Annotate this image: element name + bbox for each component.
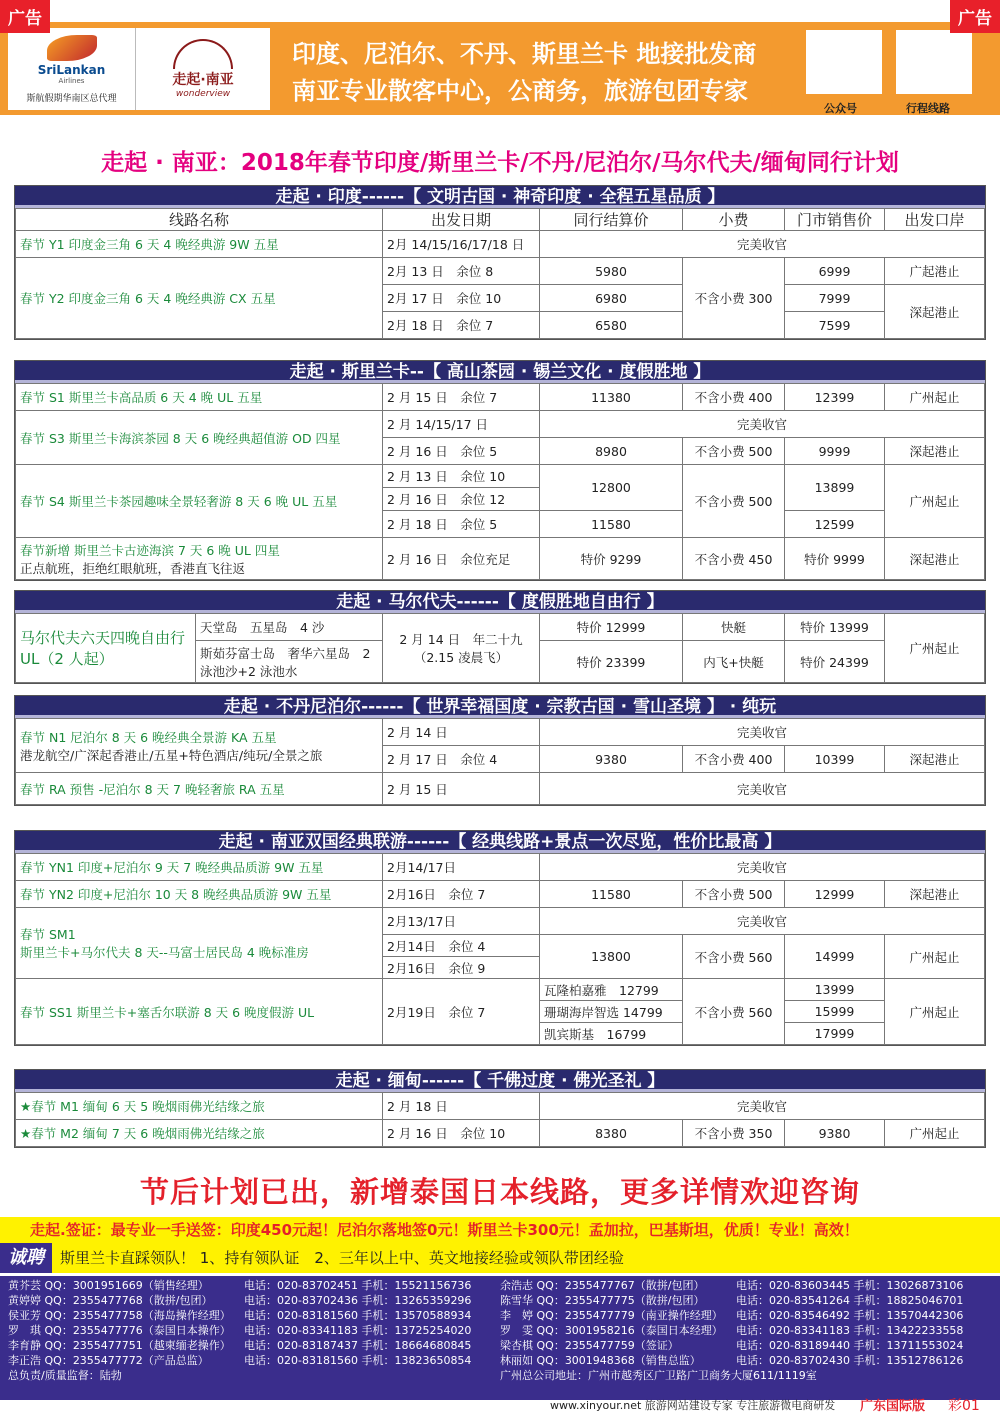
contact-supervisor: 总负责/质量监督：陆勃 [8,1369,122,1382]
table-row [16,614,985,641]
retail-cell: 12999 [785,881,885,908]
contact-phone: 电话：020-83546492 手机：13570442306 [736,1309,964,1322]
date-cell: 2 月 13 日 余位 10 [383,465,540,488]
table-row [16,1120,985,1147]
status-cell: 完美收官 [540,773,985,805]
route-note: 正点航班，拒绝红眼航班，香港直飞往返 [20,560,246,576]
contact-qq: 黄芥芸 QQ：3001951669（销售经理） [8,1279,209,1292]
maldives-table [15,613,985,683]
srilankan-bird-icon [47,35,97,61]
section-india [14,185,986,340]
myanmar-table [15,1092,985,1147]
route-name[interactable]: 春节 S4 斯里兰卡茶园趣味全景轻奢游 8 天 6 晚 UL 五星 [16,465,383,538]
route-name[interactable]: 春节 Y2 印度金三角 6 天 4 晚经典游 CX 五星 [16,258,383,339]
tip-cell: 不含小费 500 [683,465,785,538]
contact-phone: 电话：020-83603445 手机：13026873106 [736,1279,964,1292]
srilankan-caption: 斯航假期华南区总代理 [26,93,117,104]
section-maldives [14,590,986,684]
srilanka-table [15,383,985,580]
ad-tag-left: 广告 [0,0,50,33]
port-cell: 广起港止 [885,258,985,285]
island-cell: 斯茹芬富士岛 奢华六星岛 2 泳池沙+2 泳池水 [196,641,383,683]
route-name: 春节新增 斯里兰卡古迹海滨 7 天 6 晚 UL 四星 [20,542,280,558]
qr2-label: 行程线路 [906,102,950,115]
footer [0,1397,1000,1415]
contact-phone: 电话：020-83702451 手机：15521156736 [244,1279,472,1292]
price-cell: 12800 [540,465,683,511]
tip-cell: 不含小费 400 [683,384,785,411]
section-dual [14,830,986,1046]
route-name[interactable]: 春节 YN1 印度+尼泊尔 9 天 7 晚经典品质游 9W 五星 [16,854,383,881]
price-cell: 特价 12999 [540,614,683,641]
header-cell: 出发日期 [383,209,540,231]
price-cell: 特价 23399 [540,641,683,683]
recruit-banner [0,1243,1000,1273]
port-cell: 广州起止 [885,465,985,538]
header-cell: 小费 [683,209,785,231]
zouqi-logo [136,28,270,110]
price-cell: 13800 [540,935,683,979]
retail-cell: 10399 [785,746,885,773]
price-cell: 11380 [540,384,683,411]
hotel-cell: 瓦隆柏嘉雅 12799 [540,979,683,1001]
table-row [16,1093,985,1120]
contact-qq: 陈雪华 QQ：2355477775（散拼/包团） [500,1294,705,1307]
table-row [16,538,985,580]
contact-qq: 林丽如 QQ：3001948368（销售总监） [500,1354,701,1367]
table-row [16,465,985,488]
route-name[interactable]: ★春节 M2 缅甸 7 天 6 晚烟雨佛光结缘之旅 [16,1120,383,1147]
contact-qq: 罗 雯 QQ：3001958216（泰国日本经理） [500,1324,723,1337]
tip-cell: 不含小费 450 [683,538,785,580]
price-cell: 6980 [540,285,683,312]
contact-row [8,1293,992,1308]
route-name: 春节 SM1 [20,927,76,942]
section-bar: 走起 · 不丹尼泊尔------【 世界幸福国度 · 宗教古国 · 雪山圣境 】 · 纯玩 [15,696,985,718]
tip-cell: 不含小费 500 [683,881,785,908]
contact-phone: 电话：020-83541264 手机：18825046701 [736,1294,964,1307]
nepal-table [15,718,985,805]
contact-phone: 电话：020-83181560 手机：13570588934 [244,1309,472,1322]
logo-box [8,28,270,110]
footer-edition: 广东国际版 [860,1399,926,1414]
date-cell: 2月14/17日 [383,854,540,881]
price-cell: 8980 [540,438,683,465]
srilankan-name: SriLankan [37,62,106,77]
table-row [16,881,985,908]
hotel-cell: 凯宾斯基 16799 [540,1023,683,1045]
transfer-cell: 快艇 [683,614,785,641]
ad-tag-right: 广告 [950,0,1000,33]
contact-qq: 李 婷 QQ：2355477779（南亚操作经理） [500,1309,723,1322]
date-cell: 2月 17 日 余位 10 [383,285,540,312]
header-cell: 出发口岸 [885,209,985,231]
date-cell: 2 月 16 日 余位 12 [383,488,540,511]
hotel-cell: 珊瑚海岸智选 14799 [540,1001,683,1023]
tip-cell: 不含小费 560 [683,935,785,979]
recruit-tag: 诚聘 [0,1243,52,1273]
contact-row [8,1353,992,1368]
route-name[interactable]: 春节 RA 预售 -尼泊尔 8 天 7 晚轻奢旅 RA 五星 [16,773,383,805]
status-cell: 完美收官 [540,908,985,935]
retail-cell: 特价 13999 [785,614,885,641]
zouqi-logo-en: wonderview [175,89,231,99]
contact-row [8,1338,992,1353]
table-row [16,384,985,411]
tip-cell: 不含小费 300 [683,258,785,339]
retail-cell: 6999 [785,258,885,285]
price-cell: 11580 [540,881,683,908]
status-cell: 完美收官 [540,231,985,258]
date-cell: 2月16日 余位 7 [383,881,540,908]
header-text [292,36,756,110]
contact-qq: 李育静 QQ：2355477751（越柬缅老操作） [8,1339,231,1352]
retail-cell: 9380 [785,1120,885,1147]
retail-cell: 特价 9999 [785,538,885,580]
route-name-cell[interactable] [16,538,383,580]
route-name-cell[interactable] [16,908,383,979]
retail-cell: 15999 [785,1001,885,1023]
table-row [16,773,985,805]
qr-code-icon[interactable] [806,30,882,94]
contact-row [8,1308,992,1323]
header-line-2: 南亚专业散客中心，公商务，旅游包团专家 [292,77,748,105]
contact-phone: 电话：020-83341183 手机：13422233558 [736,1324,964,1337]
table-row [16,258,985,285]
date-cell: 2 月 17 日 余位 4 [383,746,540,773]
retail-cell: 13999 [785,979,885,1001]
contact-row [8,1368,992,1383]
contact-qq: 罗 琪 QQ：2355477776（泰国日本操作） [8,1324,231,1337]
route-name[interactable]: 春节 S1 斯里兰卡高品质 6 天 4 晚 UL 五星 [16,384,383,411]
table-row [16,979,985,1001]
port-cell: 深起港止 [885,881,985,908]
route-name[interactable]: ★春节 M1 缅甸 6 天 5 晚烟雨佛光结缘之旅 [16,1093,383,1120]
status-cell: 完美收官 [540,411,985,438]
price-cell: 11580 [540,511,683,538]
price-cell: 特价 9299 [540,538,683,580]
contact-phone: 电话：020-83702430 手机：13512786126 [736,1354,964,1367]
retail-cell: 12599 [785,511,885,538]
tip-cell: 不含小费 400 [683,746,785,773]
retail-cell: 特价 24399 [785,641,885,683]
contacts-panel [0,1276,1000,1400]
section-bar: 走起 · 缅甸------【 千佛过度 · 佛光圣礼 】 [15,1070,985,1092]
header-cell: 门市销售价 [785,209,885,231]
retail-cell: 7999 [785,285,885,312]
date-cell: 2 月 14 日 [383,719,540,746]
section-bar: 走起 · 南亚双国经典联游------【 经典线路+景点一次尽览，性价比最高 】 [15,831,985,853]
qr-code-icon[interactable] [896,30,972,94]
date-cell: 2 月 16 日 余位 5 [383,438,540,465]
tip-cell: 不含小费 560 [683,979,785,1045]
footer-page-number: 彩01 [948,1398,980,1414]
price-cell: 6580 [540,312,683,339]
table-row [16,908,985,935]
header-line-1: 印度、尼泊尔、不丹、斯里兰卡 地接批发商 [292,40,757,68]
visa-banner: 走起.签证：最专业一手送签：印度450元起！尼泊尔落地签0元！斯里兰卡300元！孟加拉，巴基斯坦，优质！专业！高效！ [0,1217,1000,1243]
main-title: 走起 · 南亚：2018年春节印度/斯里兰卡/不丹/尼泊尔/马尔代夫/缅甸同行计划 [101,150,899,176]
route-note: 港龙航空/广深起香港止/五星+特色酒店/纯玩/全景之旅 [20,747,323,763]
contact-phone: 电话：020-83181560 手机：13823650854 [244,1354,472,1367]
section-bar: 走起 · 印度------【 文明古国 · 神奇印度 · 全程五星品质 】 [15,186,985,208]
date-cell: 2月19日 余位 7 [383,979,540,1045]
section-myanmar [14,1069,986,1148]
date-cell: 2月13/17日 [383,908,540,935]
srilankan-logo [8,28,136,110]
island-cell: 天堂岛 五星岛 4 沙 [196,614,383,641]
port-cell: 广州起止 [885,1120,985,1147]
table-header-row [16,209,985,231]
contact-qq: 余浩志 QQ：2355477767（散拼/包团） [500,1279,705,1292]
contact-address: 广州总公司地址：广州市越秀区广卫路广卫商务大厦611/1119室 [500,1369,817,1382]
price-cell: 5980 [540,258,683,285]
contact-phone: 电话：020-83189440 手机：13711553024 [736,1339,964,1352]
date-cell: 2 月 15 日 余位 7 [383,384,540,411]
contact-qq: 侯亚芳 QQ：2355477758（海岛操作经理） [8,1309,231,1322]
table-row [16,719,985,746]
contact-phone: 电话：020-83702436 手机：13265359296 [244,1294,472,1307]
date-cell: 2 月 18 日 余位 5 [383,511,540,538]
port-cell: 广州起止 [885,935,985,979]
route-name[interactable]: 春节 SS1 斯里兰卡+塞舌尔联游 8 天 6 晚度假游 UL [16,979,383,1045]
retail-cell: 17999 [785,1023,885,1045]
route-name-cell[interactable] [16,719,383,773]
dual-table [15,853,985,1045]
route-name[interactable]: 春节 Y1 印度金三角 6 天 4 晚经典游 9W 五星 [16,231,383,258]
contact-qq: 李正浩 QQ：2355477772（产品总监） [8,1354,209,1367]
status-cell: 完美收官 [540,719,985,746]
table-row [16,411,985,438]
date-cell: 2月 13 日 余位 8 [383,258,540,285]
recruit-text: 斯里兰卡直踩领队！ 1、持有领队证 2、三年以上中、英文地接经验或领队带团经验 [60,1249,624,1267]
india-table [15,208,985,339]
date-cell: 2 月 15 日 [383,773,540,805]
date-cell: 2 月 14/15/17 日 [383,411,540,438]
port-cell: 深起港止 [885,746,985,773]
header-cell: 同行结算价 [540,209,683,231]
date-cell: 2 月 16 日 余位充足 [383,538,540,580]
contact-phone: 电话：020-83187437 手机：18664680845 [244,1339,472,1352]
date-cell: 2月 14/15/16/17/18 日 [383,231,540,258]
route-name[interactable]: 春节 S3 斯里兰卡海滨茶园 8 天 6 晚经典超值游 OD 四星 [16,411,383,465]
footer-website[interactable]: www.xinyour.net 旅游网站建设专家 专注旅游微电商研发 [550,1399,836,1412]
contact-qq: 梁杏棋 QQ：2355477759（签证） [500,1339,679,1352]
contact-qq: 黄婷婷 QQ：2355477768（散拼/包团） [8,1294,213,1307]
date-cell: 2月14日 余位 4 [383,935,540,957]
route-name[interactable]: 马尔代夫六天四晚自由行 UL（2 人起） [16,614,196,683]
header-cell: 线路名称 [16,209,383,231]
table-row [16,231,985,258]
date-cell: 2 月 18 日 [383,1093,540,1120]
port-cell: 广州起止 [885,979,985,1045]
retail-cell: 12399 [785,384,885,411]
date-cell: 2 月 16 日 余位 10 [383,1120,540,1147]
contact-phone: 电话：020-83341183 手机：13725254020 [244,1324,472,1337]
retail-cell: 7599 [785,312,885,339]
srilankan-sub: Airlines [58,76,85,85]
tip-cell: 不含小费 500 [683,438,785,465]
taj-mahal-icon [173,39,233,69]
section-bar: 走起 · 马尔代夫------【 度假胜地自由行 】 [15,591,985,613]
transfer-cell: 内飞+快艇 [683,641,785,683]
slogan: 节后计划已出，新增泰国日本线路，更多详情欢迎咨询 [139,1175,860,1209]
section-nepal [14,695,986,806]
retail-cell: 9999 [785,438,885,465]
date-cell: 2月 18 日 余位 7 [383,312,540,339]
qr1-label: 公众号 [824,102,857,115]
contact-row [8,1323,992,1338]
route-name: 春节 N1 尼泊尔 8 天 6 晚经典全景游 KA 五星 [20,729,277,745]
status-cell: 完美收官 [540,854,985,881]
route-name: 斯里兰卡+马尔代夫 8 天--马富士居民岛 4 晚标准房 [20,945,309,960]
price-cell: 8380 [540,1120,683,1147]
retail-cell: 13899 [785,465,885,511]
tip-cell: 不含小费 350 [683,1120,785,1147]
zouqi-logo-text: 走起·南亚 [172,72,234,88]
port-cell: 广州起止 [885,614,985,683]
section-bar: 走起 · 斯里兰卡--【 高山茶园 · 锡兰文化 · 度假胜地 】 [15,361,985,383]
price-cell: 9380 [540,746,683,773]
status-cell: 完美收官 [540,1093,985,1120]
route-name[interactable]: 春节 YN2 印度+尼泊尔 10 天 8 晚经典品质游 9W 五星 [16,881,383,908]
contact-row [8,1278,992,1293]
port-cell: 深起港止 [885,438,985,465]
table-row [16,854,985,881]
date-cell: 2 月 14 日 年二十九 （2.15 凌晨飞） [383,614,540,683]
header-banner [0,22,1000,115]
port-cell: 广州起止 [885,384,985,411]
port-cell: 深起港止 [885,285,985,339]
retail-cell: 14999 [785,935,885,979]
section-srilanka [14,360,986,581]
port-cell: 深起港止 [885,538,985,580]
date-cell: 2月16日 余位 9 [383,957,540,979]
